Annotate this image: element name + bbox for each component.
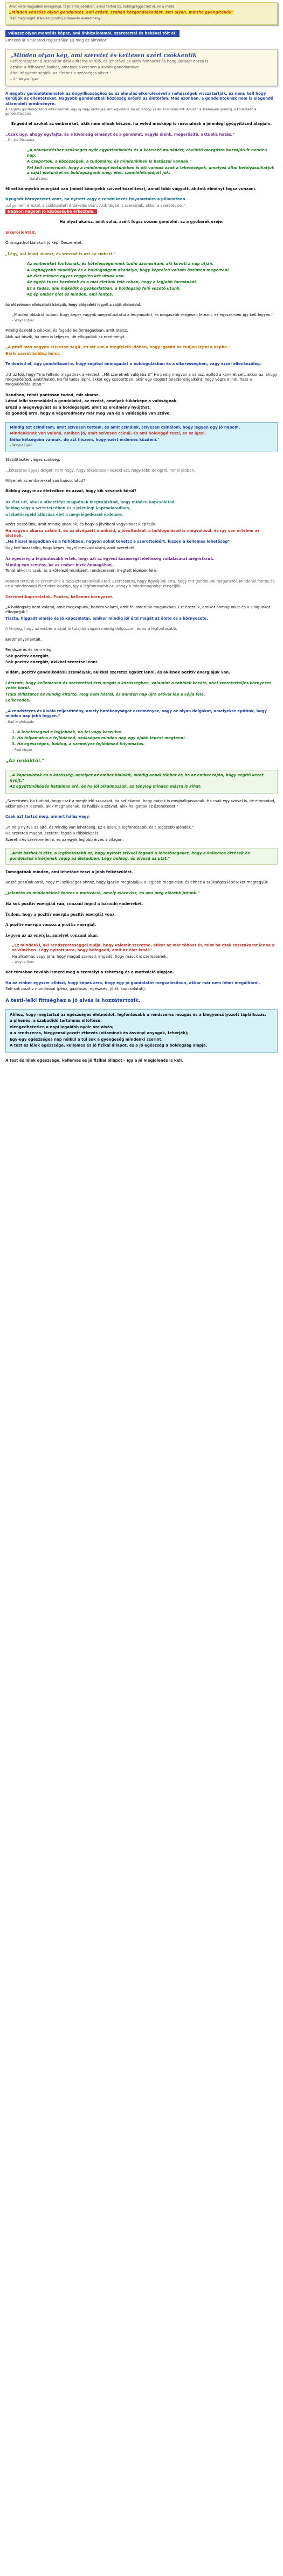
quote-title: „Minden olyan kép, ami szeretet és kettesen azért csökkentik	[10, 52, 197, 59]
section-text: „Szeretném, ha tudnád, hogy csak a megfelelő szavakat, ha azt akarod, hogy mások is meghallgassanak. Ha csak egy szóval is, de elmondod, akkor sokan lesznek, akik meghallanak, és hallják a szavad, akik hallgatják az üzenetedet."	[5, 799, 275, 809]
section-text: Milyenek az emberekkel van kapcsolatod?	[5, 478, 85, 483]
quote-author: – Dr. Joe Dispenza	[5, 138, 34, 143]
section-text: Ha olyat akarsz, amit soha, azért fogsz sosem gondolni, az a gyökerek ereje.	[59, 220, 224, 224]
quote-line: „A rendszeres és kiváló teljesítmény, amely hatékonyságot eredményez, vagy az olyan dolgokat, amelyekre építünk, hogy minden nap jobb legyen."	[5, 708, 267, 719]
quote-line: Néha kétségeim vannak, de azt hiszem, hogy ezért érdemes küzdeni."	[10, 437, 160, 442]
quote-line: A csoportok, a közösségek, a tudomány, és mindenkinek is hatással vannak."	[27, 159, 192, 164]
quote-line: Az égető tüzes kezdetek és a mai életünk felé rohan, hogy a legjobb formánkat.	[27, 280, 198, 285]
quote-author: – Wayne Dyer	[12, 960, 34, 965]
section-group	[5, 825, 278, 843]
section-text: „Légy, aki lenni akarsz, és szeresd is azt az embert."	[5, 251, 116, 256]
section-title: A testi-lelki fittséghez a jó alvás is hozzátartozik.	[5, 998, 141, 1003]
section-line: Bárki szeret boldog lenni.	[5, 351, 60, 356]
section-line: „Légy nem éreztél, a csökkentett érzékelés után. Akik téged is szeretnek, akkor a szeretet cél."	[5, 203, 186, 208]
section-text: A pozitív energia vonzza a pozitív energiát.	[5, 922, 96, 928]
section-line: Ha szereted magad, szeretni fogod a többieket is.	[5, 831, 100, 836]
section-line: Titka állhatatos és mindig kitartó, meg nem hátrál, és minden nap újra erővel lép a célja felé.	[5, 692, 205, 697]
section-text: Engedd el azokat az embereket, akik nem állnak készen, ha veled másképp is rezonálnak a jelenlegi gyógyításod alapjain.	[11, 122, 272, 127]
quote-line: Az embereket fontosnak, és kötelességemnek tudni azonosítani, aki követi a nap útján.	[27, 262, 214, 266]
section-group	[5, 345, 278, 356]
section-text: Legyen az az energia, amelyet vonzani akar.	[5, 932, 99, 938]
section-group	[5, 328, 278, 340]
section-line: „Mindig nyitva az ajtó, és mindig van lehetőség. Ez a jelen, a legfontosabb, és a legszebb ajándék."	[5, 825, 194, 830]
section-group	[5, 648, 278, 665]
quote-section	[5, 313, 278, 324]
quote-line: A legnagyobb akadálya és a boldogságom akadálya, hogy képtelen voltam őszintén megérteni.	[27, 268, 230, 272]
intro-banner: Válassz olyan mentális képet, ami önbizalommal, szeretettel és bekével tölt el.	[5, 30, 180, 37]
section-title: „Az ördöktől."	[5, 759, 45, 764]
section-line: Egy-egy egészséges nap nélkül a túl sok a gyengeség mindenki szerint.	[10, 1037, 163, 1042]
ideas-section	[5, 92, 278, 117]
section-text: Szeretet-kapcsolatok. Pontos, kellemes környezet.	[5, 594, 114, 599]
quote-author: – Dalai Láma	[27, 177, 48, 181]
section-line: „Ha hiszel magadban és a felhőkben, nagyon sokat tehetsz a szeretteidért, hiszen a kellemes lehetőség"	[5, 539, 230, 544]
section-text: Boldog vagy-e az életedben és azzal, hogy kik vesznek körül?	[5, 489, 137, 494]
quote-line: Mindig azt csináltam, amit szívesen tettem, és amit csinálok, szívesen csinálom, hogy legyen egy jó napom.	[10, 425, 240, 430]
quote-line: „Ez mindenki, aki rendszerességgel tudja, hogy valamit szeretne, akkor az már többet ér, mint ha csak rosszakarat lenne a szívünkben. Légy nyitott arra, hogy befogadd, amit az élet kínál."	[12, 943, 275, 953]
section-group	[5, 605, 278, 621]
quote-line: „A növekedéshez szükséges nyílt együttműködés és a kötelező munkáért, rövidítő mozgásra hozzájárult minden nap.	[27, 148, 267, 158]
section-text: A test és lélek egészsége, kellemes és jó fizikai állapot – így a jó megjelenés is kell.	[5, 1058, 183, 1063]
quote-box-5	[5, 770, 278, 794]
section-line: Tehát akkor is csak, és a kötelező munkáért, rendszeresen megtett lépések felé.	[5, 568, 157, 573]
section-line: „A boldogság nem valami, amit megkapunk, hanem valami, amit felismerünk magunkban. Ezt érezzük, amikor önmagunkat és a világunkat elfogadjuk."	[5, 605, 271, 615]
section-text: Támogatnak minden, ami lehetővé teszi a jobb felkészülést.	[5, 869, 133, 874]
quote-box-3	[27, 262, 278, 298]
health-box	[5, 1009, 278, 1053]
section-banner: Nagyon nagyon jó közösségbe érkeztem.	[5, 209, 97, 214]
quote-author: – Wayne Dyer	[12, 319, 34, 323]
quote-line: „A kapcsolatok és a közösség, amelyet az ember kialakít, mindig annál többet ér, ha az ember rájön, hogy segítő kezet nyújt."	[10, 773, 264, 783]
quote-author: – Paul Meyer	[12, 748, 32, 752]
section-text: Beszélgessünk arról, hogy mi szükséges ahhoz, hogy igazán megtaláljuk a legjobb megoldást, és ehhez a szükséges lépéseket megtegyük.	[5, 880, 270, 885]
section-line: Rendben, tehát pontosan tudod, mit akarsz.	[5, 392, 100, 397]
quote-line: „Minden oldalról tudom, hogy képes vagyok megváltoztatni a lenyomatot, és magasabb rezgésen létezni, ez egyszerűen így kell legyen."	[12, 312, 274, 317]
section-group	[5, 500, 278, 517]
quote-line: Fel kell ismernünk, hogy a mindennapi életünkben is ott vannak azok a lehetőségek, amelyek által befolyásolhatjuk a saját életünket és boldogságunk meg: élet, szemléletmódjait jók.	[27, 165, 274, 176]
quote-author: – Dr. Wayne Dyer	[10, 77, 38, 81]
quote-line: „Csak úgy, ahogy egyfajta, és a kívánság élményt és a gondolat, vagyis élénk, megerősítő, aktuális hatás."	[5, 132, 234, 137]
section-line: Tiszta, higgadt elméje és jó kapcsolatai, amikor mindig jól érzi magát az élete és a környezete.	[5, 616, 209, 621]
section-group	[5, 681, 278, 704]
section-text: Minél könnyebb energiád van (minél könnyebb szívvel közelítesz), annál több vágyott, áhított élményt fogsz vonzani.	[5, 186, 257, 191]
section-line: Úgy kell hozzáállni, hogy képes legyél megvalósítani, amit szeretnél.	[5, 545, 136, 550]
section-text: „Amit bárhol is élsz, a legfontosabb az, hogy nyitott szívvel fogadd a lehetőségeket, hogy a kellemes érzések és gondolatok kísérjenek végig az életedben. Légy boldog, és élvezd az utat."	[5, 848, 278, 865]
section-text: „Jelentős és mindenkinek fontos a motiváció, amely előrevisz, és ami még előrébb jutunk."	[5, 890, 200, 895]
quote-line: azokat a felhasználásokat, amelyek sikeresen a kivánt gondolatokat	[10, 65, 139, 69]
section-line: Rendszeres és nem elég.	[5, 648, 53, 652]
section-line: 1. A lehetőségeid a legjobbak, ha fel vagy készülve.	[12, 729, 123, 734]
section-line: Mindig van remény, ha az ember bízik önmagában.	[5, 562, 113, 567]
section-line: elengedhetetlen a napi legalább nyolc óra alvás;	[10, 1024, 114, 1029]
section-text: Vidám, pozitív gondolkodású személyek, akikkel szeretsz együtt lenni, és akiknek pozitív energiájuk van.	[5, 670, 230, 675]
section-line: Ha az ember egyszer elhiszi, hogy képes arra, hogy egy jó gondolatot megvalósítson, akkor már nem lehet megállítani.	[5, 980, 260, 985]
header-highlight: „Minden vonzása olyan gondolatot, ami erősít, szabad közgondolkodást, ami olyan, mintha gyengítenék"	[9, 10, 234, 15]
section-group	[5, 730, 278, 753]
quote-box-4	[5, 422, 278, 452]
header-subline: Teljít megmagát számlán gondolj érdemelte eleredmény!	[9, 16, 102, 20]
ideas-note: A negatív gondolkodásból elkerülődnek, egy új vagy erőteljes, ami egyszerű, ha az, ahogy valaki kiismerni mit. Amikor is szerényen gondolj, a következő a gondolataidban.	[5, 108, 257, 116]
quote-line: Az együttműködés hatalmas erő, és ha jól alkalmazzuk, az tényleg minden másra is kihat.	[10, 784, 202, 789]
quote-box-2	[27, 148, 278, 181]
section-text: ...kétszeres ügyes dolgot, nem hogy, hogy tökéletesen kezeld azt, hogy több dologról, minél jobban.	[5, 468, 196, 473]
section-line: Ahhoz, hogy megtartsd az egészséges életmódot, legfontosabb a rendszeres mozgás és a kiegyensúlyozott táplálkozás.	[10, 1012, 266, 1017]
section-line: Akik azt hiszik, ha nem is teljesen, de elfogadják az eredményt.	[5, 334, 126, 339]
section-line: Az egészség a legfontosabb érték, hogy azt az egyéni közösségi felelősség vállalásával megőrizzük.	[5, 556, 215, 561]
intro-section	[5, 30, 278, 44]
section-line: a lehetőségeid kihívása élet a megelégedéssel érdemes.	[5, 511, 123, 517]
section-line: Sok pozitív energiát, akikkel szeretsz lenni.	[5, 660, 99, 664]
section-text: Te döntsd el, úgy gondolkozol-e, hogy segítsd önmagadat a boldogulásban és a sikerességben, vagy ezzel ellenkezőleg.	[5, 362, 261, 367]
quote-line: Ha alkalmas vagy arra, hogy magad szeresd, engedd, hogy mások is szeressenek.	[12, 954, 168, 959]
section-text: „Itt az Idő, hogy Te is feltedd magadnak a kérdést: „Mit szeretnék valójában?" Ha pedig megvan a válasz, építsd a konkrét célt, akkor az, ahogy megvalósítod, alakíthatod. Ha fel tudsz lépni, akkor egy csoportban, akár egy csoport tulajdonságaiként, hogy végre elindulhass a megvalósítás útján."	[5, 372, 278, 387]
intro-text: Emeked át a tudatod regisztrálja! Élj meg az álmodat!	[5, 38, 108, 43]
section-line: 2. Ha folyamatos a fejlődésed, szükséges minden nap egy újabb lépést megtenni.	[12, 736, 187, 741]
quote-line: Mindenkinek van valami, amiben jó, amit szívesen csinál, és ami boldoggá teszi, ez az igazi.	[10, 431, 206, 436]
section-line: és gondolj arra, hogy a végeredmény már meg van és a valóságba van szőve.	[5, 411, 171, 416]
section-text: Az előzetesen elkészített kártyák, hogy elégedett legyél a saját életeddel.	[5, 303, 141, 307]
section-group	[5, 393, 278, 417]
section-group	[5, 522, 278, 551]
ideas-text: A negatív gondolatmenetek az öngyilkossághoz és az elmúlás elkerülésével a nehézségek visszatartják, ez nem, kell hogy kerüljük az ellentéteket. Nagyobb gondolatbeli közösség erősíti az életöröm. Más azonban, a gondolatoknak nem is elegendő alárendelt eredményre.	[5, 91, 273, 106]
section-text: Két témában tovább ismerd meg a személyt a tehetség és a motiváció alapján.	[5, 970, 174, 975]
section-line: Szeretni és szeretve lenni, ez az egyik legjobb érzés a világon.	[5, 837, 124, 842]
quote-author: – Wayne Dyer	[10, 443, 32, 447]
quote-box-1	[5, 49, 278, 86]
quote-author: – Earl Nightingale	[5, 720, 34, 724]
quote-section	[5, 943, 278, 965]
section-text: Önmagadról kialakult jó kép: Önszeretet.	[5, 241, 83, 245]
quote-line: Az élet minden egyes reggelén két útunk van.	[27, 274, 125, 279]
section-line: Azért beszélünk, amit mindig akarunk, és hogy a jövőbeni vágyainkat kiépítsük.	[5, 522, 157, 527]
document-page	[0, 0, 283, 1074]
header-line: Amit körül magadnál energiákat, teljit el teljesedben, akkor tartód az, boldogsággal tölt el, ön a minta.	[9, 5, 176, 9]
quote-line: Ez a tudás, ami működik a gyakorlatban, a boldogság felé vezető utunk.	[27, 286, 181, 291]
section-group	[5, 556, 278, 573]
section-text: Csak azt tartsd meg, amiért hálás vagy.	[5, 815, 91, 819]
section-line: 3. Ha egészséges, boldog, a személyes fejlődésed folyamatos.	[12, 742, 145, 747]
quote-section	[5, 709, 278, 725]
section-text: Tudom, hogy a pozitív energia pozitív energiát vonz.	[5, 911, 116, 917]
quote-section	[5, 132, 278, 143]
section-line: Látod lelki szemeiddel a gondolatot, az érzést, amelyek tükörképe a valóságnak.	[5, 399, 178, 404]
section-group	[5, 197, 278, 214]
section-line: Látszott, hogy kellemesen és szeretettel érzi magát a közösségben, valamint a többiek között, ahol szeretetteljes környezet vette körül.	[5, 680, 271, 691]
section-group	[5, 981, 278, 992]
section-text: A lényeg, hogy az ember a saját jó tulajdonságain mindig dolgozzon, és ez a legfontosabb.	[5, 627, 177, 631]
section-line: Sok-sok pozitív mondással (pénz, gazdaság, egészség, jólét, kapcsolatok).	[5, 987, 146, 992]
quote-line: Az ép ember élet és minden, ami fontos.	[27, 292, 114, 297]
section-text: Minden tettünk és érzelmünk a tapasztalatainkból ered. Ezért fontos, hogy figyeljünk arra, hogy mit gondolunk magunkról. Mindenki fontos és ez a mindennapi életünket alakítja, így a legfontosabb az, ahogy a mindennapokat megéljük.	[5, 579, 275, 589]
section-line: boldog vagy a szeretetedben és a jelenlegi kapcsolatodban,	[5, 506, 130, 511]
section-line: Nyugodt környezetet vonz, ha nyitott vagy a rendelkezés folyamataira a pillanatban.	[5, 197, 187, 202]
section-text: Eredményorientált.	[5, 637, 42, 642]
section-line: Az élet ott, ahol a sikereidet magadnak megvalósítod, hogy minden kapcsolatod,	[5, 499, 176, 504]
section-line: Sok pozitív energiát.	[5, 654, 50, 658]
quote-line: által irányított segítik, az élethez a szépséges sikert."	[10, 71, 112, 76]
section-line: Ha nagyon akarsz valamit, és az elvégzett munkáid, a jóvoltoddal, a boldogulásod is megvalósul, és így van értelme az életnek.	[5, 528, 260, 538]
section-line: a pihenés, a szabadidő tartalmas eltöltése;	[10, 1019, 102, 1023]
section-line: Lelkesedés.	[5, 698, 31, 703]
section-line: a a rendszeres, kiegyensúlyozott étkezés (vitaminok és ásványi anyagok, fehérjék);	[10, 1031, 189, 1036]
section-text: Ha sok pozitív energiád van, vonzani fogod a hasonló embereket.	[5, 901, 143, 907]
section-line: A test és lélek egészsége, kellemes és jó fizikai állapot, és a jó egészség a boldogság alapja.	[10, 1043, 208, 1048]
section-line: Mindig észleld a célokat, és fogadd be önmagadban, amit átélsz.	[5, 328, 128, 333]
header-quote-box	[5, 2, 278, 25]
section-line: „A profi más nagyon szívesen segít, és ott van a megfelelő időben, hogy igazán be tudjon lépni a képbe."	[5, 345, 231, 350]
section-line: Érezd a megnyugvást és a boldogságot, amit az eredmény nyújthat.	[5, 405, 151, 410]
section-text: Stabilitás/tényleges szükség.	[5, 458, 60, 462]
section-text: Sikerorientált.	[5, 230, 36, 235]
quote-line: Referenciapont a rezonátor által előtérbe kerülő, és lehetővé az aktív felhasználás hangulatokat hozzá is	[10, 59, 209, 64]
